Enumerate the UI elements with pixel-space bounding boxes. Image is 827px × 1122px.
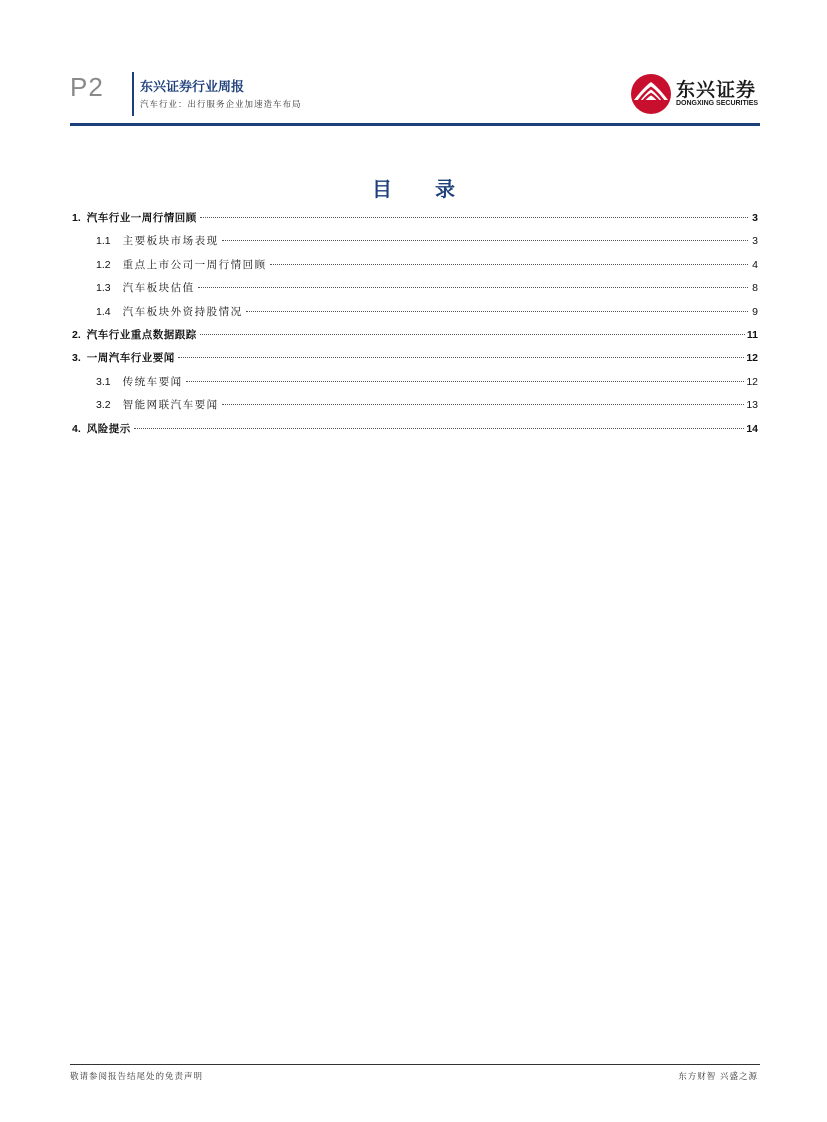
toc-entry-page: 3 <box>752 212 758 224</box>
toc-dot-leader <box>222 240 748 241</box>
toc-dot-leader <box>270 264 748 265</box>
toc-entry-number: 3.1 <box>96 375 111 388</box>
logo-english-name: DONGXING SECURITIES <box>676 100 759 107</box>
toc-entry-number: 1.1 <box>96 235 111 248</box>
toc-entry-title: 汽车行业一周行情回顾 <box>86 212 197 224</box>
toc-entry-page: 8 <box>752 282 758 295</box>
toc-entry-number: 3.2 <box>96 399 111 412</box>
report-title: 东兴证券行业周报 <box>140 80 245 95</box>
toc-entry-number: 1. <box>72 212 81 224</box>
toc-entry[interactable] <box>72 210 758 233</box>
toc-entry[interactable] <box>72 397 758 420</box>
toc-entry[interactable] <box>72 257 758 280</box>
footer-slogan: 东方财智 兴盛之源 <box>678 1072 758 1082</box>
toc-entry-page: 13 <box>746 399 758 412</box>
toc-title: 目 录 <box>372 177 473 201</box>
toc-dot-leader <box>198 287 748 288</box>
toc-entry-title: 一周汽车行业要闻 <box>86 352 175 365</box>
toc-entry-title: 汽车行业重点数据跟踪 <box>86 328 197 341</box>
toc-entry-page: 4 <box>752 258 758 271</box>
report-subtitle: 汽车行业：出行服务企业加速造车布局 <box>140 100 302 110</box>
header-rule <box>70 123 760 126</box>
toc-entry-page: 11 <box>746 328 758 341</box>
toc-entry-page: 3 <box>752 235 758 248</box>
toc-entry[interactable] <box>72 280 758 303</box>
footer-disclaimer: 敬请参阅报告结尾处的免责声明 <box>70 1072 204 1082</box>
toc-dot-leader <box>222 404 745 405</box>
table-of-contents <box>72 210 758 444</box>
toc-entry-title: 主要板块市场表现 <box>122 235 219 248</box>
toc-entry-number: 2. <box>72 328 81 341</box>
footer-rule <box>70 1064 760 1065</box>
toc-entry[interactable] <box>72 327 758 350</box>
page-number: P2 <box>70 72 104 102</box>
company-logo <box>630 73 760 115</box>
toc-dot-leader <box>200 217 748 218</box>
toc-entry[interactable] <box>72 374 758 397</box>
toc-entry-number: 3. <box>72 352 81 365</box>
toc-entry-title: 风险提示 <box>86 422 131 435</box>
header-divider <box>132 72 134 116</box>
toc-entry[interactable] <box>72 233 758 256</box>
toc-entry-page: 9 <box>752 305 758 318</box>
toc-dot-leader <box>186 381 745 382</box>
toc-entry-title: 汽车板块估值 <box>122 282 195 295</box>
toc-entry-number: 1.2 <box>96 258 111 271</box>
toc-dot-leader <box>246 311 748 312</box>
toc-dot-leader <box>134 428 745 429</box>
toc-entry-title: 重点上市公司一周行情回顾 <box>122 258 267 271</box>
logo-chinese-name: 东兴证券 <box>676 79 757 101</box>
toc-entry-title: 汽车板块外资持股情况 <box>122 305 243 318</box>
toc-entry-page: 14 <box>746 422 758 435</box>
toc-entry[interactable] <box>72 421 758 444</box>
toc-entry-page: 12 <box>746 375 758 388</box>
toc-entry-number: 4. <box>72 422 81 435</box>
toc-dot-leader <box>178 357 745 358</box>
toc-entry-number: 1.3 <box>96 282 111 295</box>
toc-entry-page: 12 <box>746 352 758 365</box>
toc-entry[interactable] <box>72 350 758 373</box>
toc-entry-number: 1.4 <box>96 305 111 318</box>
toc-entry-title: 传统车要闻 <box>122 375 183 388</box>
toc-entry[interactable] <box>72 304 758 327</box>
toc-dot-leader <box>200 334 745 335</box>
logo-mark-icon <box>630 73 672 115</box>
toc-entry-title: 智能网联汽车要闻 <box>122 399 219 412</box>
